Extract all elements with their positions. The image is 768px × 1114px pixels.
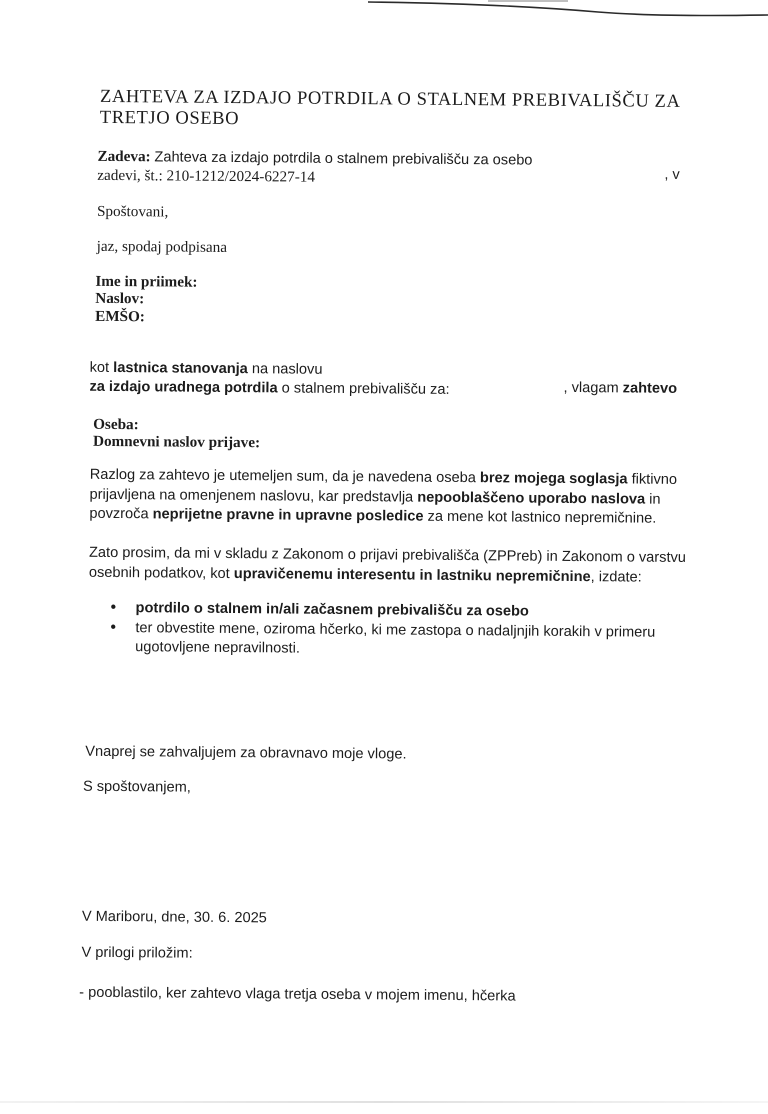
owner-line-2: za izdajo uradnega potrdila o stalnem prebivališču za: xyxy=(89,378,450,398)
subject-text: Zahteva za izdajo potrdila o stalnem prebivališču za osebo xyxy=(154,149,533,169)
scan-bottom-edge xyxy=(0,1101,768,1103)
attachment-item: - pooblastilo, ker zahtevo vlaga tretja oseba v mojem imenu, hčerka xyxy=(79,984,516,1005)
subject-tail: , v xyxy=(664,166,680,183)
name-field-label: Ime in priimek: xyxy=(95,272,198,291)
request-paragraph: Zato prosim, da mi v skladu z Zakonom o prijavi prebivališča (ZPPreb) in Zakonom o varstvu osebnih podatkov, kot upravičenemu interesentu in lastniku nepremičnine, izdate: xyxy=(88,544,687,586)
person-label: Oseba: xyxy=(93,415,139,434)
emso-field-label: EMŠO: xyxy=(95,307,145,326)
owner-line-tail: , vlagam zahtevo xyxy=(563,379,678,397)
request-items xyxy=(110,599,670,662)
owner-line-1: kot lastnica stanovanja na naslovu xyxy=(89,359,323,378)
attachments-label: V prilogi priložim: xyxy=(81,944,193,962)
address-field-label: Naslov: xyxy=(95,289,145,308)
reason-paragraph: Razlog za zahtevo je utemeljen sum, da je navedena oseba brez mojega soglasja fiktivno prijavljena na omenjenem naslovu, kar predstavlja nepooblaščeno uporabo naslova in povzroča neprijetne pravne in upravne posledice za mene kot lastnico nepremičnine. xyxy=(89,466,678,527)
case-number: zadevi, št.: 210-1212/2024-6227-14 xyxy=(97,166,316,186)
list-item: • ter obvestite mene, oziroma hčerko, ki me zastopa o nadaljnjih korakih v primeru ugotovljene nepravilnosti. xyxy=(110,618,670,662)
intro-text: jaz, spodaj podpisana xyxy=(96,237,228,256)
greeting: Spoštovani, xyxy=(96,202,169,221)
thanks-text: Vnaprej se zahvaljujem za obravnavo moje vloge. xyxy=(85,743,407,763)
subject-label: Zadeva: xyxy=(97,147,151,166)
document-title: ZAHTEVA ZA IZDAJO POTRDILA O STALNEM PREBIVALIŠČU ZA TRETJO OSEBO xyxy=(99,86,680,130)
presumed-address-label: Domnevni naslov prijave: xyxy=(92,432,261,452)
place-date: V Mariboru, dne, 30. 6. 2025 xyxy=(81,908,267,927)
list-item: • potrdilo o stalnem in/ali začasnem prebivališču za osebo xyxy=(110,599,670,623)
closing-text: S spoštovanjem, xyxy=(82,778,191,796)
